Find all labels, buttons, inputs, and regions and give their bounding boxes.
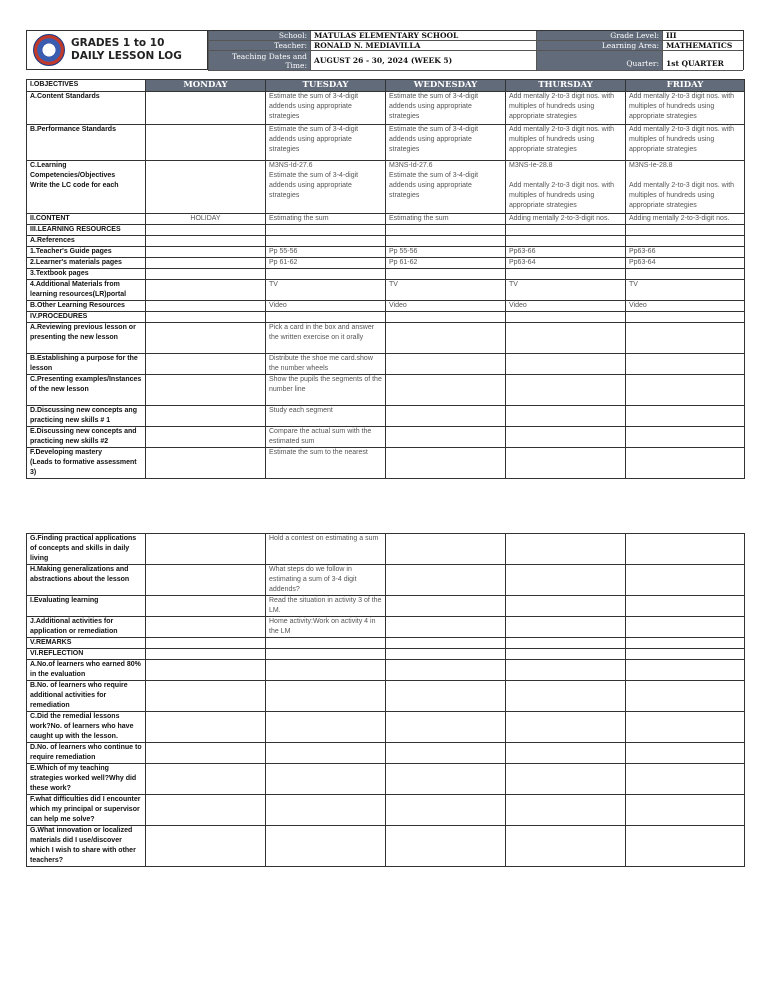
cell-wednesday xyxy=(386,354,506,375)
cell-tuesday: What steps do we follow in estimating a sum of 3-4 digit addends? xyxy=(266,565,386,596)
cell-monday xyxy=(146,681,266,712)
area-value: MATHEMATICS xyxy=(662,41,743,51)
cell-friday xyxy=(626,826,745,867)
cell-friday xyxy=(626,225,745,236)
cell-friday xyxy=(626,764,745,795)
cell-monday xyxy=(146,596,266,617)
cell-friday xyxy=(626,312,745,323)
cell-tuesday xyxy=(266,795,386,826)
cell-tuesday: M3NS-Id-27.6 Estimate the sum of 3-4-digit addends using appropriate strategies xyxy=(266,161,386,214)
row-label: A.No.of learners who earned 80% in the evaluation xyxy=(27,660,146,681)
cell-tuesday: Study each segment xyxy=(266,406,386,427)
cell-monday xyxy=(146,617,266,638)
cell-friday: Add mentally 2-to-3 digit nos. with multiples of hundreds using appropriate strategies xyxy=(626,92,745,125)
cell-friday xyxy=(626,375,745,406)
cell-friday xyxy=(626,795,745,826)
cell-wednesday xyxy=(386,795,506,826)
row-label: C.Presenting examples/Instances of the new lesson xyxy=(27,375,146,406)
cell-wednesday xyxy=(386,565,506,596)
cell-wednesday xyxy=(386,764,506,795)
cell-thursday xyxy=(506,617,626,638)
cell-tuesday xyxy=(266,225,386,236)
cell-wednesday xyxy=(386,649,506,660)
cell-monday: HOLIDAY xyxy=(146,214,266,225)
row-label: III.LEARNING RESOURCES xyxy=(27,225,146,236)
row-label: J.Additional activities for application or remediation xyxy=(27,617,146,638)
school-label: School: xyxy=(208,31,310,41)
table-row xyxy=(27,280,745,301)
table-row xyxy=(27,301,745,312)
row-label: B.Other Learning Resources xyxy=(27,301,146,312)
header-info-grid xyxy=(208,31,743,69)
cell-thursday xyxy=(506,596,626,617)
cell-tuesday xyxy=(266,660,386,681)
cell-monday xyxy=(146,236,266,247)
row-label: 1.Teacher's Guide pages xyxy=(27,247,146,258)
cell-monday xyxy=(146,743,266,764)
table-row xyxy=(27,312,745,323)
cell-thursday: M3NS-Ie-28.8 Add mentally 2-to-3 digit nos. with multiples of hundreds using appropriate strategies xyxy=(506,161,626,214)
cell-wednesday xyxy=(386,312,506,323)
cell-monday xyxy=(146,406,266,427)
day-header-thursday: THURSDAY xyxy=(506,80,626,92)
cell-monday xyxy=(146,323,266,354)
cell-thursday xyxy=(506,660,626,681)
cell-monday xyxy=(146,269,266,280)
cell-tuesday xyxy=(266,236,386,247)
cell-thursday xyxy=(506,712,626,743)
cell-monday xyxy=(146,375,266,406)
cell-thursday xyxy=(506,225,626,236)
cell-wednesday: Pp 55-56 xyxy=(386,247,506,258)
cell-monday xyxy=(146,534,266,565)
cell-thursday: Adding mentally 2-to-3-digit nos. xyxy=(506,214,626,225)
cell-tuesday xyxy=(266,826,386,867)
cell-monday xyxy=(146,92,266,125)
table-row xyxy=(27,323,745,354)
cell-tuesday: Video xyxy=(266,301,386,312)
cell-tuesday: Compare the actual sum with the estimated sum xyxy=(266,427,386,448)
cell-tuesday: Distribute the shoe me card.show the number wheels xyxy=(266,354,386,375)
cell-thursday xyxy=(506,764,626,795)
cell-wednesday: Estimate the sum of 3-4-digit addends using appropriate strategies xyxy=(386,92,506,125)
cell-friday xyxy=(626,660,745,681)
title-line-2: DAILY LESSON LOG xyxy=(71,50,182,62)
title-line-1: GRADES 1 to 10 xyxy=(71,37,165,49)
cell-wednesday xyxy=(386,323,506,354)
table-row xyxy=(27,354,745,375)
cell-monday xyxy=(146,125,266,161)
cell-thursday xyxy=(506,312,626,323)
row-label: B.Performance Standards xyxy=(27,125,146,161)
cell-monday xyxy=(146,280,266,301)
cell-friday: M3NS-Ie-28.8 Add mentally 2-to-3 digit nos. with multiples of hundreds using appropriate strategies xyxy=(626,161,745,214)
quarter-value: 1st QUARTER xyxy=(662,51,743,71)
cell-tuesday: Estimate the sum of 3-4-digit addends using appropriate strategies xyxy=(266,92,386,125)
cell-monday xyxy=(146,161,266,214)
cell-tuesday: Pick a card in the box and answer the written exercise on it orally xyxy=(266,323,386,354)
cell-tuesday: Home activity:Work on activity 4 in the LM xyxy=(266,617,386,638)
row-label: B.No. of learners who require additional activities for remediation xyxy=(27,681,146,712)
table-row xyxy=(27,214,745,225)
cell-monday xyxy=(146,649,266,660)
row-label: A.References xyxy=(27,236,146,247)
cell-thursday: Pp63-66 xyxy=(506,247,626,258)
cell-friday: Add mentally 2-to-3 digit nos. with multiples of hundreds using appropriate strategies xyxy=(626,125,745,161)
row-label: II.CONTENT xyxy=(27,214,146,225)
cell-thursday: Video xyxy=(506,301,626,312)
table-row xyxy=(27,743,745,764)
cell-friday xyxy=(626,596,745,617)
row-label: B.Establishing a purpose for the lesson xyxy=(27,354,146,375)
row-label: 4.Additional Materials from learning resources(LR)portal xyxy=(27,280,146,301)
cell-tuesday: Show the pupils the segments of the number line xyxy=(266,375,386,406)
dates-label-line-2: Time: xyxy=(285,60,307,70)
cell-monday xyxy=(146,258,266,269)
row-label: I.Evaluating learning xyxy=(27,596,146,617)
cell-thursday: Pp63-64 xyxy=(506,258,626,269)
cell-wednesday xyxy=(386,375,506,406)
table-row xyxy=(27,660,745,681)
day-header-friday: FRIDAY xyxy=(626,80,745,92)
table-row xyxy=(27,92,745,125)
cell-monday xyxy=(146,301,266,312)
day-header-monday: MONDAY xyxy=(146,80,266,92)
cell-monday xyxy=(146,660,266,681)
cell-friday xyxy=(626,617,745,638)
cell-wednesday xyxy=(386,406,506,427)
cell-monday xyxy=(146,795,266,826)
cell-friday xyxy=(626,427,745,448)
cell-thursday xyxy=(506,375,626,406)
table-row xyxy=(27,826,745,867)
cell-friday xyxy=(626,323,745,354)
cell-wednesday xyxy=(386,826,506,867)
grade-value: III xyxy=(662,31,743,41)
cell-thursday xyxy=(506,681,626,712)
table-row xyxy=(27,712,745,743)
cell-thursday xyxy=(506,826,626,867)
table-row xyxy=(27,649,745,660)
area-label: Learning Area: xyxy=(536,41,662,51)
table-row xyxy=(27,795,745,826)
deped-seal-icon xyxy=(33,34,65,66)
cell-monday xyxy=(146,225,266,236)
cell-monday xyxy=(146,826,266,867)
cell-thursday xyxy=(506,323,626,354)
table-row xyxy=(27,80,745,92)
cell-monday xyxy=(146,247,266,258)
cell-friday: Pp63-64 xyxy=(626,258,745,269)
cell-wednesday: M3NS-Id-27.6 Estimate the sum of 3-4-digit addends using appropriate strategies xyxy=(386,161,506,214)
cell-wednesday xyxy=(386,448,506,479)
row-label: D.Discussing new concepts ang practicing new skills # 1 xyxy=(27,406,146,427)
cell-wednesday xyxy=(386,236,506,247)
cell-wednesday: Pp 61-62 xyxy=(386,258,506,269)
teacher-value: RONALD N. MEDIAVILLA xyxy=(310,41,536,51)
cell-thursday xyxy=(506,565,626,596)
grade-label: Grade Level: xyxy=(536,31,662,41)
table-row xyxy=(27,406,745,427)
cell-friday xyxy=(626,354,745,375)
cell-tuesday: Hold a contest on estimating a sum xyxy=(266,534,386,565)
cell-wednesday xyxy=(386,743,506,764)
row-label: A.Reviewing previous lesson or presenting the new lesson xyxy=(27,323,146,354)
row-label: G.Finding practical applications of concepts and skills in daily living xyxy=(27,534,146,565)
cell-monday xyxy=(146,448,266,479)
table-row xyxy=(27,638,745,649)
row-label: C.Learning Competencies/Objectives Write the LC code for each xyxy=(27,161,146,214)
cell-thursday xyxy=(506,406,626,427)
row-label: F.what difficulties did I encounter which my principal or supervisor can help me solve? xyxy=(27,795,146,826)
cell-wednesday: Video xyxy=(386,301,506,312)
cell-friday xyxy=(626,448,745,479)
table-row xyxy=(27,617,745,638)
table-row xyxy=(27,258,745,269)
cell-friday xyxy=(626,638,745,649)
row-label: D.No. of learners who continue to require remediation xyxy=(27,743,146,764)
cell-friday: TV xyxy=(626,280,745,301)
row-label: IV.PROCEDURES xyxy=(27,312,146,323)
dates-value: AUGUST 26 - 30, 2024 (WEEK 5) xyxy=(310,51,536,71)
cell-tuesday: Pp 61-62 xyxy=(266,258,386,269)
cell-thursday: Add mentally 2-to-3 digit nos. with multiples of hundreds using appropriate strategies xyxy=(506,92,626,125)
section-label: I.OBJECTIVES xyxy=(27,80,146,92)
day-header-wednesday: WEDNESDAY xyxy=(386,80,506,92)
cell-tuesday xyxy=(266,269,386,280)
cell-tuesday xyxy=(266,312,386,323)
cell-thursday xyxy=(506,448,626,479)
cell-friday xyxy=(626,681,745,712)
table-row xyxy=(27,596,745,617)
cell-thursday: Add mentally 2-to-3 digit nos. with multiples of hundreds using appropriate strategies xyxy=(506,125,626,161)
cell-monday xyxy=(146,312,266,323)
cell-friday xyxy=(626,565,745,596)
cell-monday xyxy=(146,638,266,649)
cell-tuesday xyxy=(266,743,386,764)
cell-tuesday xyxy=(266,712,386,743)
school-value: MATULAS ELEMENTARY SCHOOL xyxy=(310,31,536,41)
row-label: 3.Textbook pages xyxy=(27,269,146,280)
cell-wednesday xyxy=(386,681,506,712)
cell-thursday xyxy=(506,534,626,565)
table-row xyxy=(27,375,745,406)
lesson-log-table-part-1 xyxy=(26,79,745,479)
cell-thursday xyxy=(506,638,626,649)
table-row xyxy=(27,269,745,280)
cell-thursday xyxy=(506,795,626,826)
cell-thursday: TV xyxy=(506,280,626,301)
cell-tuesday: Estimate the sum of 3-4-digit addends using appropriate strategies xyxy=(266,125,386,161)
cell-wednesday xyxy=(386,225,506,236)
table-row xyxy=(27,236,745,247)
cell-friday xyxy=(626,743,745,764)
table-row xyxy=(27,565,745,596)
cell-friday xyxy=(626,712,745,743)
cell-friday xyxy=(626,269,745,280)
cell-monday xyxy=(146,565,266,596)
day-header-tuesday: TUESDAY xyxy=(266,80,386,92)
cell-friday: Adding mentally 2-to-3-digit nos. xyxy=(626,214,745,225)
cell-thursday xyxy=(506,236,626,247)
cell-monday xyxy=(146,712,266,743)
row-label: H.Making generalizations and abstractions about the lesson xyxy=(27,565,146,596)
row-label: V.REMARKS xyxy=(27,638,146,649)
teacher-label: Teacher: xyxy=(208,41,310,51)
cell-wednesday xyxy=(386,712,506,743)
header-title-block xyxy=(27,31,208,69)
quarter-label: Quarter: xyxy=(536,51,662,71)
row-label: A.Content Standards xyxy=(27,92,146,125)
cell-wednesday: Estimating the sum xyxy=(386,214,506,225)
cell-wednesday xyxy=(386,617,506,638)
cell-monday xyxy=(146,427,266,448)
lesson-log-table-part-2 xyxy=(26,533,745,867)
table-row xyxy=(27,161,745,214)
row-label: C.Did the remedial lessons work?No. of learners who have caught up with the lesson. xyxy=(27,712,146,743)
cell-thursday xyxy=(506,354,626,375)
cell-tuesday: Estimating the sum xyxy=(266,214,386,225)
cell-thursday xyxy=(506,269,626,280)
cell-wednesday: Estimate the sum of 3-4-digit addends using appropriate strategies xyxy=(386,125,506,161)
cell-wednesday xyxy=(386,638,506,649)
table-row xyxy=(27,764,745,795)
cell-friday xyxy=(626,406,745,427)
row-label: 2.Learner's materials pages xyxy=(27,258,146,269)
cell-thursday xyxy=(506,427,626,448)
cell-friday xyxy=(626,534,745,565)
cell-thursday xyxy=(506,743,626,764)
table-row xyxy=(27,448,745,479)
cell-friday xyxy=(626,649,745,660)
cell-friday: Pp63-66 xyxy=(626,247,745,258)
cell-tuesday: Estimate the sum to the nearest xyxy=(266,448,386,479)
cell-wednesday xyxy=(386,269,506,280)
row-label: F.Developing mastery (Leads to formative assessment 3) xyxy=(27,448,146,479)
cell-wednesday xyxy=(386,596,506,617)
table-row xyxy=(27,681,745,712)
lesson-log-header xyxy=(26,30,744,70)
row-label: G.What innovation or localized materials did I use/discover which I wish to share with other teachers? xyxy=(27,826,146,867)
cell-tuesday xyxy=(266,764,386,795)
cell-tuesday: TV xyxy=(266,280,386,301)
cell-tuesday xyxy=(266,649,386,660)
table-row xyxy=(27,247,745,258)
table-row xyxy=(27,125,745,161)
row-label: E.Discussing new concepts and practicing new skills #2 xyxy=(27,427,146,448)
row-label: VI.REFLECTION xyxy=(27,649,146,660)
table-row xyxy=(27,534,745,565)
cell-wednesday xyxy=(386,660,506,681)
cell-friday xyxy=(626,236,745,247)
cell-wednesday xyxy=(386,427,506,448)
dates-label-line-1: Teaching Dates and xyxy=(231,51,307,61)
cell-tuesday xyxy=(266,638,386,649)
table-row xyxy=(27,225,745,236)
cell-tuesday: Read the situation in activity 3 of the LM. xyxy=(266,596,386,617)
cell-tuesday xyxy=(266,681,386,712)
document-title xyxy=(71,37,182,63)
cell-monday xyxy=(146,354,266,375)
cell-thursday xyxy=(506,649,626,660)
cell-monday xyxy=(146,764,266,795)
cell-tuesday: Pp 55-56 xyxy=(266,247,386,258)
row-label: E.Which of my teaching strategies worked well?Why did these work? xyxy=(27,764,146,795)
dates-label xyxy=(208,51,310,71)
cell-friday: Video xyxy=(626,301,745,312)
cell-wednesday xyxy=(386,534,506,565)
cell-wednesday: TV xyxy=(386,280,506,301)
table-row xyxy=(27,427,745,448)
